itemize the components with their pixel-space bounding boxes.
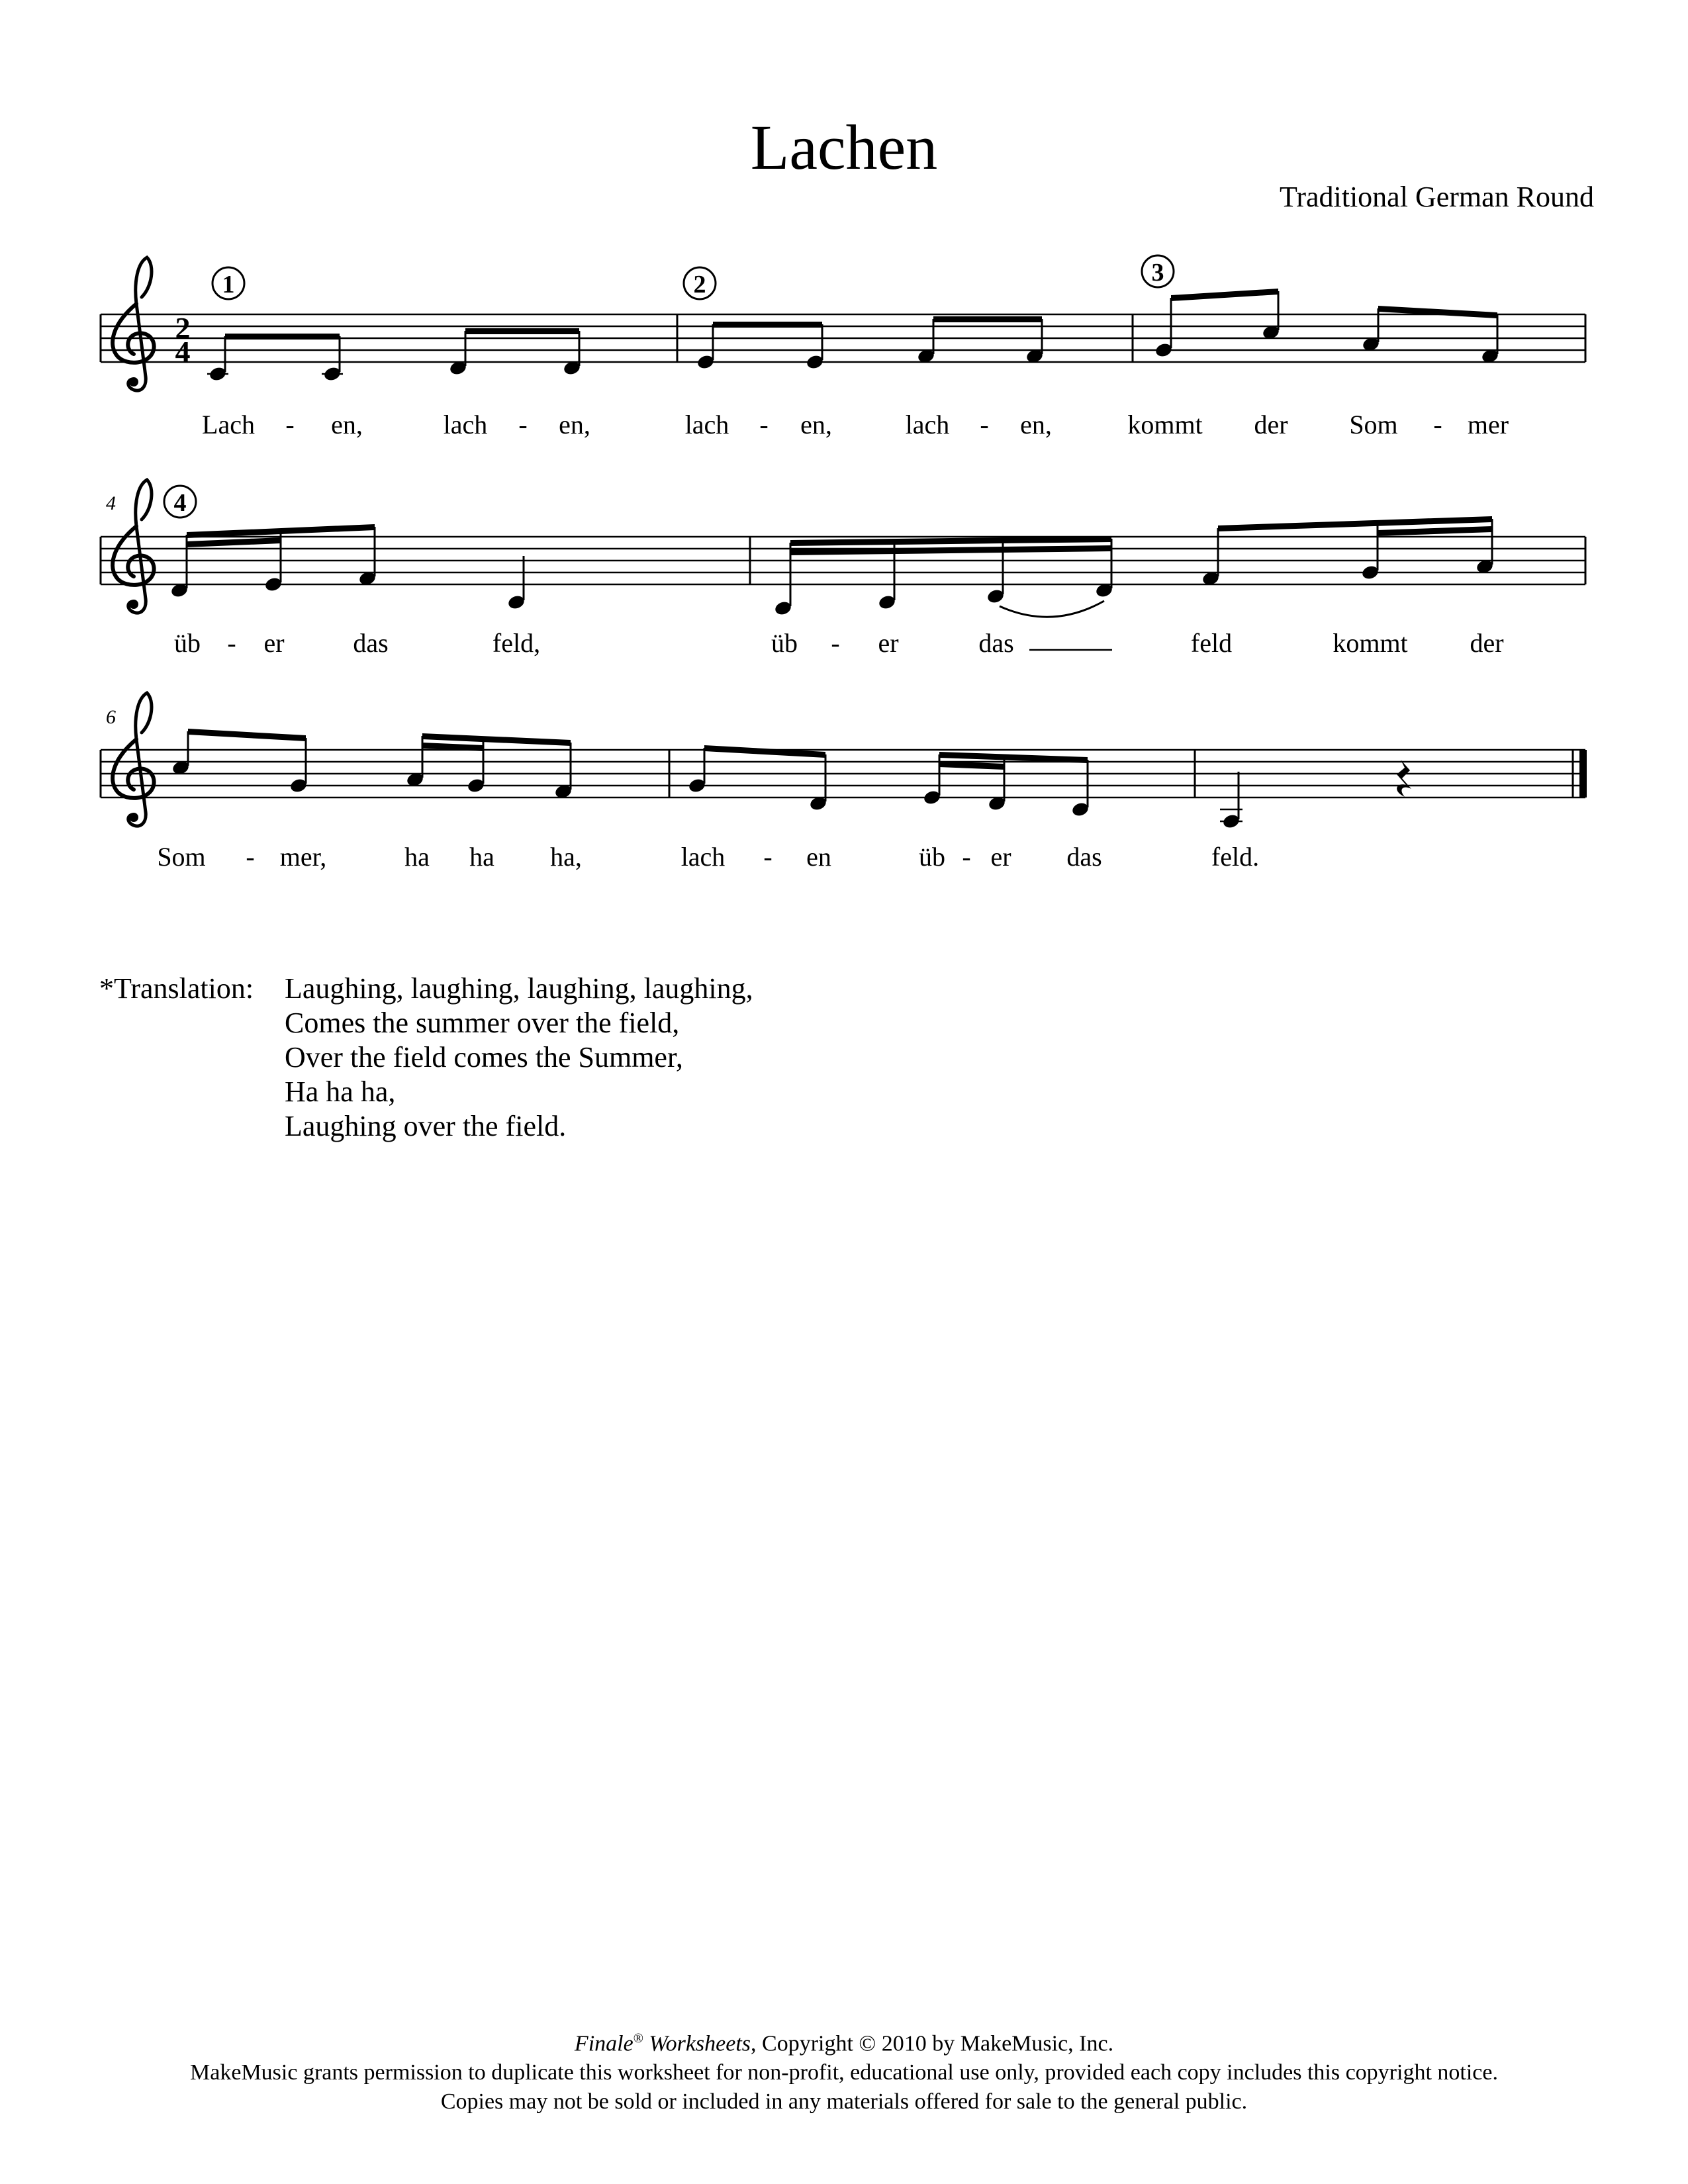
round-entry-4-label: 4 <box>173 489 187 517</box>
lyric-syllable: ha <box>469 842 494 872</box>
lyric-syllable: Som <box>157 842 206 872</box>
lyric-syllable: kommt <box>1127 410 1203 439</box>
note-group <box>688 745 1090 818</box>
translation-label: *Translation: <box>99 972 254 1005</box>
copyright-footer <box>0 2024 1688 2116</box>
lyric-syllable: das <box>353 628 389 658</box>
lyric-syllable: üb <box>919 842 945 872</box>
lyric-hyphen: - <box>1433 410 1442 439</box>
lyric-syllable: er <box>878 628 899 658</box>
lyric-syllable: feld <box>1190 628 1233 658</box>
time-signature-top: 2 <box>175 311 191 345</box>
lyric-syllable: er <box>263 628 285 658</box>
lyric-syllable: das <box>978 628 1014 658</box>
note-group <box>1220 760 1411 830</box>
lyric-syllable: Lach <box>202 410 255 439</box>
lyric-syllable: lach <box>443 410 488 439</box>
translation-line: Laughing over the field. <box>285 1110 567 1142</box>
lyrics-line-3 <box>157 842 1259 872</box>
footer-registered: ® <box>633 2031 643 2046</box>
lyric-hyphen: - <box>227 628 236 658</box>
lyric-syllable: kommt <box>1333 628 1408 658</box>
treble-clef-icon <box>113 257 154 390</box>
round-entry-3 <box>1142 255 1174 287</box>
footer-product-suffix: Worksheets <box>643 2031 751 2056</box>
round-entry-3-label: 3 <box>1151 259 1164 287</box>
lyric-syllable: en, <box>1020 410 1052 439</box>
footer-line-3: Copies may not be sold or included in any materials offered for sale to the general public. <box>440 2089 1248 2115</box>
lyric-syllable: en, <box>559 410 590 439</box>
lyric-syllable: mer, <box>279 842 327 872</box>
lyric-syllable: üb <box>771 628 798 658</box>
treble-clef-icon <box>113 480 154 613</box>
lyric-syllable: der <box>1470 628 1504 658</box>
lyric-hyphen: - <box>980 410 989 439</box>
staff-system-2 <box>101 480 1585 658</box>
lyrics-line-1 <box>202 410 1509 439</box>
lyric-hyphen: - <box>763 842 773 872</box>
lyric-syllable: en, <box>800 410 832 439</box>
translation-line: Laughing, laughing, laughing, laughing, <box>285 972 753 1005</box>
round-entry-1 <box>212 267 244 299</box>
footer-copyright: , Copyright © 2010 by MakeMusic, Inc. <box>751 2031 1114 2056</box>
round-entry-2-label: 2 <box>693 271 706 298</box>
quarter-rest-icon <box>1397 760 1411 797</box>
lyric-hyphen: - <box>831 628 840 658</box>
lyric-syllable: ha, <box>550 842 582 872</box>
lyric-syllable: feld, <box>492 628 541 658</box>
measure-number: 4 <box>106 492 116 514</box>
footer-product: Finale <box>574 2031 633 2056</box>
translation-line: Over the field comes the Summer, <box>285 1041 683 1073</box>
lyric-syllable: lach <box>905 410 950 439</box>
note-group <box>171 729 573 800</box>
round-entry-2 <box>684 267 716 299</box>
time-signature-bottom: 4 <box>175 335 191 369</box>
staff-system-1 <box>101 255 1585 439</box>
note-group <box>207 328 581 383</box>
round-entry-4 <box>164 486 196 518</box>
measure-number: 6 <box>106 706 116 728</box>
lyric-hyphen: - <box>962 842 971 872</box>
lyric-syllable: lach <box>680 842 726 872</box>
translation-line: Ha ha ha, <box>285 1075 396 1108</box>
translation-lines <box>285 972 753 1144</box>
lyric-syllable: er <box>990 842 1011 872</box>
note-group <box>774 516 1495 617</box>
lyric-syllable: der <box>1254 410 1288 439</box>
lyric-syllable: mer <box>1467 410 1509 439</box>
lyrics-line-2 <box>174 628 1504 658</box>
staff-system-3 <box>101 693 1587 872</box>
lyric-syllable: lach <box>684 410 729 439</box>
composer-credit: Traditional German Round <box>1280 181 1594 213</box>
lyric-syllable: üb <box>174 628 201 658</box>
translation-line: Comes the summer over the field, <box>285 1007 680 1039</box>
song-title: Lachen <box>750 112 938 183</box>
treble-clef-icon <box>113 693 154 826</box>
footer-line-1 <box>0 2024 1688 2058</box>
lyric-syllable: en <box>806 842 831 872</box>
lyric-hyphen: - <box>246 842 255 872</box>
lyric-syllable: ha <box>404 842 430 872</box>
lyric-hyphen: - <box>518 410 528 439</box>
round-entry-1-label: 1 <box>222 271 235 298</box>
lyric-hyphen: - <box>285 410 295 439</box>
lyric-syllable: feld. <box>1211 842 1260 872</box>
lyric-hyphen: - <box>759 410 769 439</box>
lyric-syllable: en, <box>331 410 363 439</box>
lyric-syllable: Som <box>1349 410 1398 439</box>
lyric-syllable: das <box>1066 842 1102 872</box>
footer-line-2: MakeMusic grants permission to duplicate this worksheet for non-profit, educational use only, provided each copy includes this copyright notice. <box>190 2060 1498 2085</box>
